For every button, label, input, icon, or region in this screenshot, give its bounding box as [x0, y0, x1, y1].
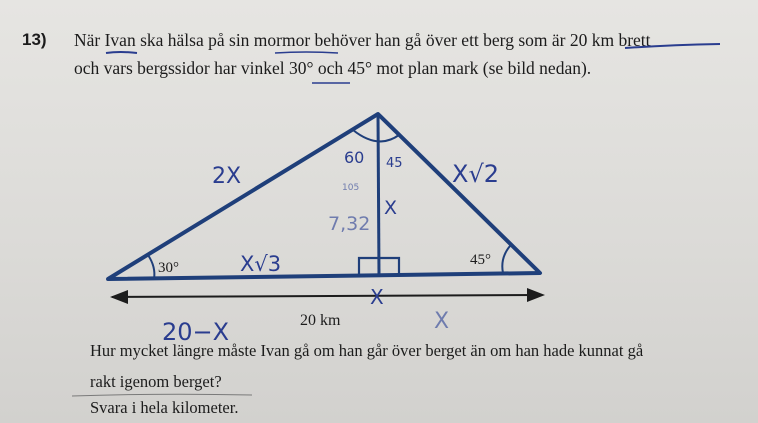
- angle-label-45: 45°: [470, 252, 491, 268]
- hand-left-side-2x: 2X: [212, 164, 242, 189]
- underline-ivan: [106, 52, 137, 53]
- question-text-line-1: När Ivan ska hälsa på sin mormor behöver han gå över ett berg som är 20 km brett: [74, 30, 651, 50]
- apex-angle-arc: [353, 130, 399, 141]
- question-text-line-5: Svara i hela kilometer.: [90, 398, 239, 417]
- underline-mormor: [275, 52, 338, 53]
- question-text-line-3: Hur mycket längre måste Ivan gå om han går över berget än om han hade kunnat gå: [90, 341, 644, 360]
- angle-label-30: 30°: [158, 260, 179, 276]
- question-text-line-2: och vars bergssidor har vinkel 30° och 45° mot plan mark (se bild nedan).: [74, 58, 592, 78]
- base-length-label: 20 km: [300, 312, 341, 329]
- hand-right-side-x-root2: X√2: [452, 160, 500, 188]
- underline-20km-brett: [625, 44, 720, 48]
- question-text-line-4: rakt igenom berget?: [90, 372, 222, 391]
- question-number: 13): [22, 30, 47, 49]
- hand-base-left-20-minus-x: 20−X: [162, 318, 230, 346]
- hand-apex-angle-45: 45: [386, 156, 403, 171]
- hand-left-base-x-root3: X√3: [240, 252, 282, 276]
- angle-arc-45: [502, 246, 510, 273]
- hand-apex-small-note: 105: [342, 183, 360, 193]
- hand-height-x: X: [384, 197, 398, 219]
- hand-base-mark-x: X: [370, 285, 384, 309]
- hand-height-value: 7,32: [328, 213, 371, 235]
- underline-answer-line: [72, 394, 252, 396]
- base-arrow-line: [112, 295, 540, 297]
- angle-arc-30: [148, 255, 154, 279]
- hand-apex-angle-60: 60: [344, 148, 365, 167]
- height-line: [378, 114, 379, 276]
- hand-base-right-x: X: [434, 309, 450, 334]
- base-arrow-right-head: [527, 288, 545, 302]
- base-arrow-left-head: [110, 290, 128, 304]
